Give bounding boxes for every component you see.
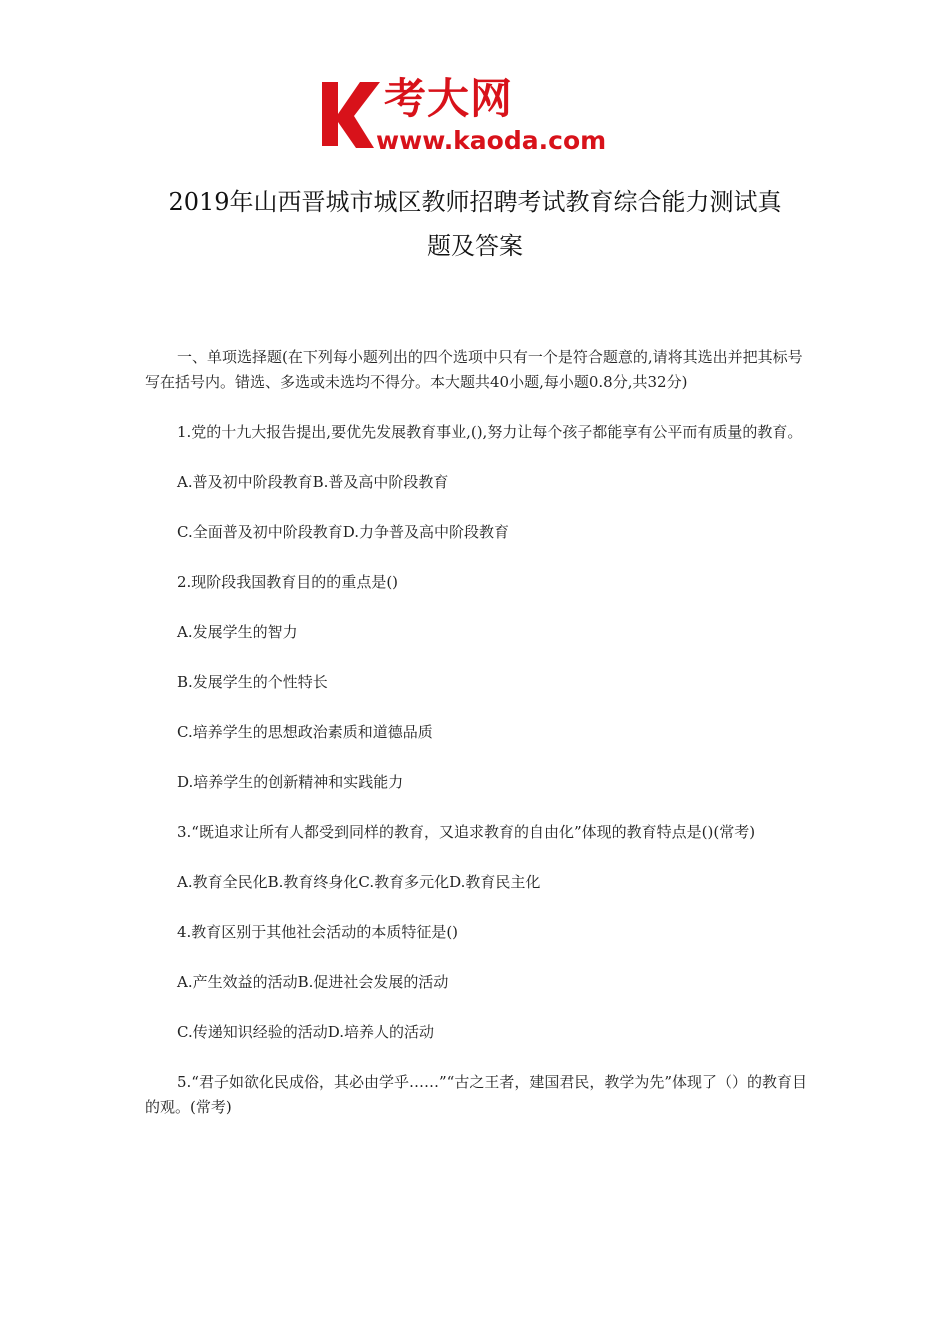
document-title: [120, 180, 830, 268]
document-body: [145, 345, 807, 1145]
logo-url-text: www.kaoda.com: [376, 126, 607, 155]
question-2-option-c: C.培养学生的思想政治素质和道德品质: [177, 723, 433, 741]
kaoda-logo: [318, 74, 640, 160]
question-3: 3.“既追求让所有人都受到同样的教育，又追求教育的自由化”体现的教育特点是()(常考): [177, 823, 756, 841]
question-1: 1.党的十九大报告提出,要优先发展教育事业,(),努力让每个孩子都能享有公平而有质量的教育。: [177, 423, 803, 441]
question-2-option-a: A.发展学生的智力: [177, 623, 298, 641]
question-4-options-cd: C.传递知识经验的活动D.培养人的活动: [177, 1023, 434, 1041]
question-3-options: A.教育全民化B.教育终身化C.教育多元化D.教育民主化: [177, 873, 541, 891]
question-1-options-cd: C.全面普及初中阶段教育D.力争普及高中阶段教育: [177, 523, 509, 541]
question-4-options-ab: A.产生效益的活动B.促进社会发展的活动: [177, 973, 449, 991]
question-4: 4.教育区别于其他社会活动的本质特征是(): [177, 923, 459, 941]
question-1-options-ab: A.普及初中阶段教育B.普及高中阶段教育: [177, 473, 449, 491]
section-instructions: 一、单项选择题(在下列每小题列出的四个选项中只有一个是符合题意的,请将其选出并把其标号写在括号内。错选、多选或未选均不得分。本大题共40小题,每小题0.8分,共32分): [145, 348, 803, 391]
logo-brand-text: 考大网: [384, 74, 514, 123]
question-2-option-d: D.培养学生的创新精神和实践能力: [177, 773, 404, 791]
title-line-1: 2019年山西晋城市城区教师招聘考试教育综合能力测试真: [168, 188, 782, 216]
question-2: 2.现阶段我国教育目的的重点是(): [177, 573, 399, 591]
question-5: 5.“君子如欲化民成俗，其必由学乎……”“古之王者，建国君民，教学为先”体现了（）的教育目的观。(常考): [145, 1073, 807, 1116]
title-line-2: 题及答案: [427, 232, 523, 260]
question-2-option-b: B.发展学生的个性特长: [177, 673, 328, 691]
